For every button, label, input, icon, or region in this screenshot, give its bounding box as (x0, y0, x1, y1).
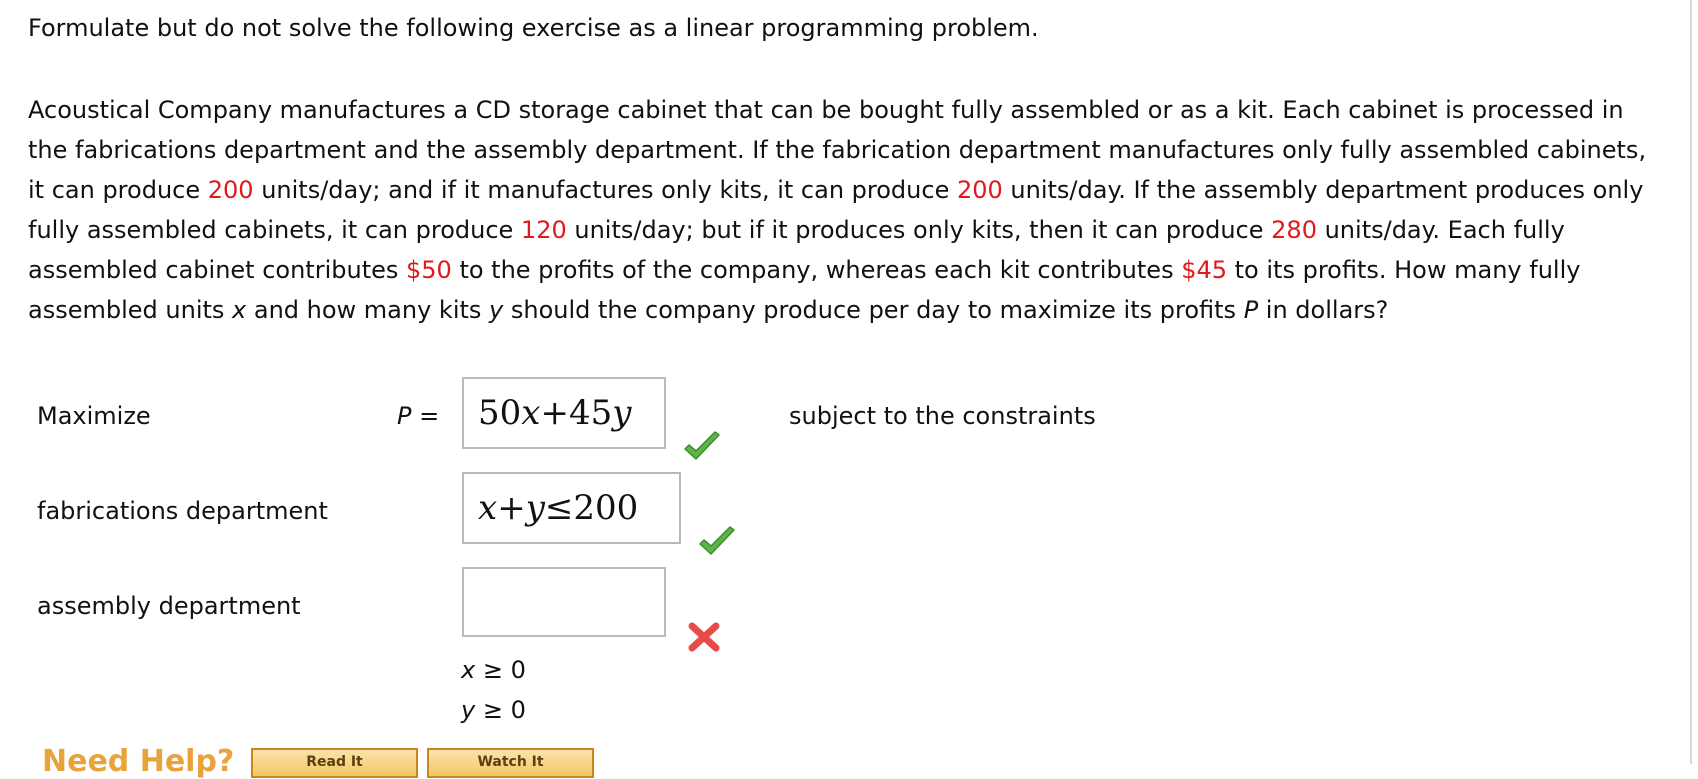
problem-text: units/day; and if it manufactures only kits, it can produce (253, 176, 957, 204)
var-x: x (521, 393, 541, 433)
highlight-value: $45 (1181, 256, 1228, 284)
read-it-button[interactable]: Read It (251, 748, 418, 778)
problem-text: to its profits. How many fully assembled units (28, 256, 1581, 324)
need-help-label: Need Help? (42, 744, 235, 779)
nonneg-x (461, 656, 526, 684)
maximize-label: Maximize (37, 402, 151, 430)
nonneg-rel: ≥ 0 (475, 656, 526, 684)
highlight-value: 280 (1271, 216, 1317, 244)
instruction-text: Formulate but do not solve the following exercise as a linear programming problem. (28, 14, 1039, 42)
equals-sign: = (411, 402, 440, 430)
variable-p: P (1243, 296, 1259, 324)
objective-p-var: P (397, 402, 412, 430)
check-icon (697, 525, 737, 559)
objective-p-equals (397, 402, 439, 430)
watch-it-button[interactable]: Watch It (427, 748, 594, 778)
x-mark-icon (684, 620, 724, 654)
subject-to-text: subject to the constraints (789, 402, 1096, 430)
problem-statement (28, 90, 1668, 330)
assembly-label: assembly department (37, 592, 301, 620)
problem-text: units/day; but if it produces only kits, then it can produce (566, 216, 1272, 244)
highlight-value: 120 (520, 216, 567, 244)
var-x: x (478, 488, 498, 528)
nonneg-var: x (461, 656, 476, 684)
fabrications-label: fabrications department (37, 497, 328, 525)
fabrications-answer-input[interactable] (462, 472, 681, 544)
problem-text: units/day. Each fully assembled cabinet contributes (28, 216, 1565, 284)
var-y: y (525, 488, 545, 528)
variable-y: y (489, 296, 504, 324)
highlight-value: 200 (956, 176, 1003, 204)
plus-operator: + (497, 488, 526, 528)
assembly-answer-input[interactable] (462, 567, 666, 637)
nonneg-y (461, 696, 526, 724)
nonneg-var: y (461, 696, 476, 724)
problem-text: to the profits of the company, whereas each kit contributes (451, 256, 1182, 284)
highlight-value: $50 (406, 256, 452, 284)
problem-text: in dollars? (1258, 296, 1389, 324)
problem-text: and how many kits (246, 296, 490, 324)
coef-x: 50 (478, 393, 522, 433)
coef-y: 45 (568, 393, 613, 433)
leq-operator: ≤ (544, 488, 574, 528)
objective-answer-input[interactable] (462, 377, 666, 449)
plus-operator: + (540, 393, 569, 433)
highlight-value: 200 (207, 176, 254, 204)
variable-x: x (232, 296, 247, 324)
var-y: y (612, 393, 632, 433)
problem-text: should the company produce per day to maximize its profits (503, 296, 1244, 324)
problem-text: units/day. If the assembly department produces only fully assembled cabinets, it can produce (28, 176, 1644, 244)
rhs-value: 200 (573, 488, 639, 528)
check-icon (682, 430, 722, 464)
problem-text: Acoustical Company manufactures a CD storage cabinet that can be bought fully assembled or as a kit. Each cabinet is processed in the fabrications department and the assembly department. If the fabrication department manufactures only fully assembled cabinets, it can produce (28, 96, 1647, 204)
nonneg-rel: ≥ 0 (475, 696, 526, 724)
